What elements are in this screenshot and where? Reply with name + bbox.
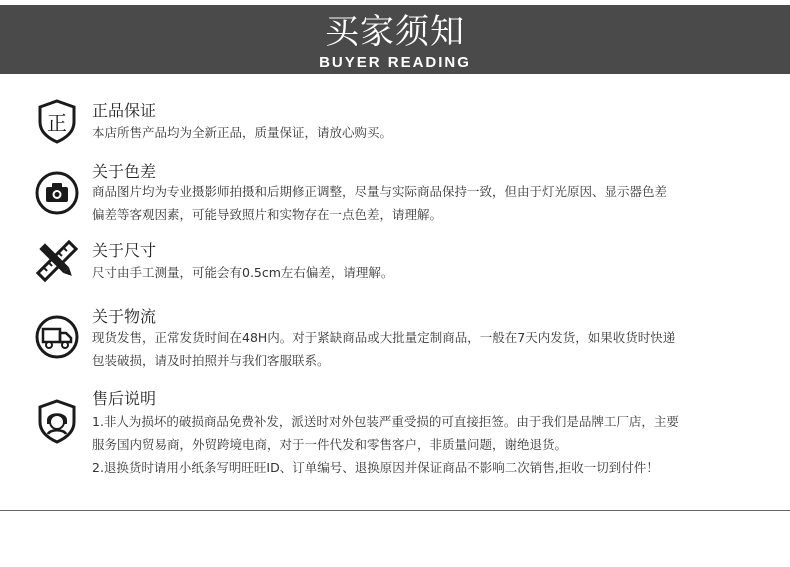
bottom-divider xyxy=(0,510,790,511)
section-title: 正品保证 xyxy=(92,101,157,120)
header-banner xyxy=(0,5,790,74)
section-line: 尺寸由手工测量，可能会有0.5cm左右偏差，请理解。 xyxy=(92,265,394,280)
svg-text:正: 正 xyxy=(47,111,67,135)
truck-icon xyxy=(34,314,80,360)
section-line: 偏差等客观因素，可能导致照片和实物存在一点色差，请理解。 xyxy=(92,207,443,222)
customer-service-icon xyxy=(34,398,80,444)
section-line: 2.退换货时请用小纸条写明旺旺ID、订单编号、退换原因并保证商品不影响二次销售,拒收一切到付件！ xyxy=(92,460,659,475)
section-line: 现货发售，正常发货时间在48H内。对于紧缺商品或大批量定制商品，一般在7天内发货，如果收货时快递 xyxy=(92,330,676,345)
section-body xyxy=(92,261,393,284)
camera-icon xyxy=(34,170,80,216)
section-body xyxy=(92,326,675,372)
section-line: 商品图片均为专业摄影师拍摄和后期修正调整，尽量与实际商品保持一致，但由于灯光原因、显示器色差 xyxy=(92,184,668,199)
authentic-badge-icon xyxy=(34,98,80,144)
section-title: 售后说明 xyxy=(92,389,157,408)
section-body xyxy=(92,121,392,144)
section-line: 本店所售产品均为全新正品，质量保证，请放心购买。 xyxy=(92,125,393,140)
section-title: 关于尺寸 xyxy=(92,241,157,260)
page-title: 买家须知 xyxy=(325,12,465,52)
section-title: 关于物流 xyxy=(92,307,157,326)
page-subtitle: BUYER READING xyxy=(319,54,471,71)
ruler-pencil-icon xyxy=(34,238,80,284)
section-title: 关于色差 xyxy=(92,162,157,181)
section-line: 包装破损，请及时拍照并与我们客服联系。 xyxy=(92,353,330,368)
section-body xyxy=(92,180,667,226)
section-body xyxy=(92,410,679,479)
section-line: 1.非人为损坏的破损商品免费补发，派送时对外包装严重受损的可直接拒签。由于我们是品牌工厂店，主要 xyxy=(92,414,679,429)
section-line: 服务国内贸易商，外贸跨境电商，对于一件代发和零售客户，非质量问题，谢绝退货。 xyxy=(92,437,568,452)
